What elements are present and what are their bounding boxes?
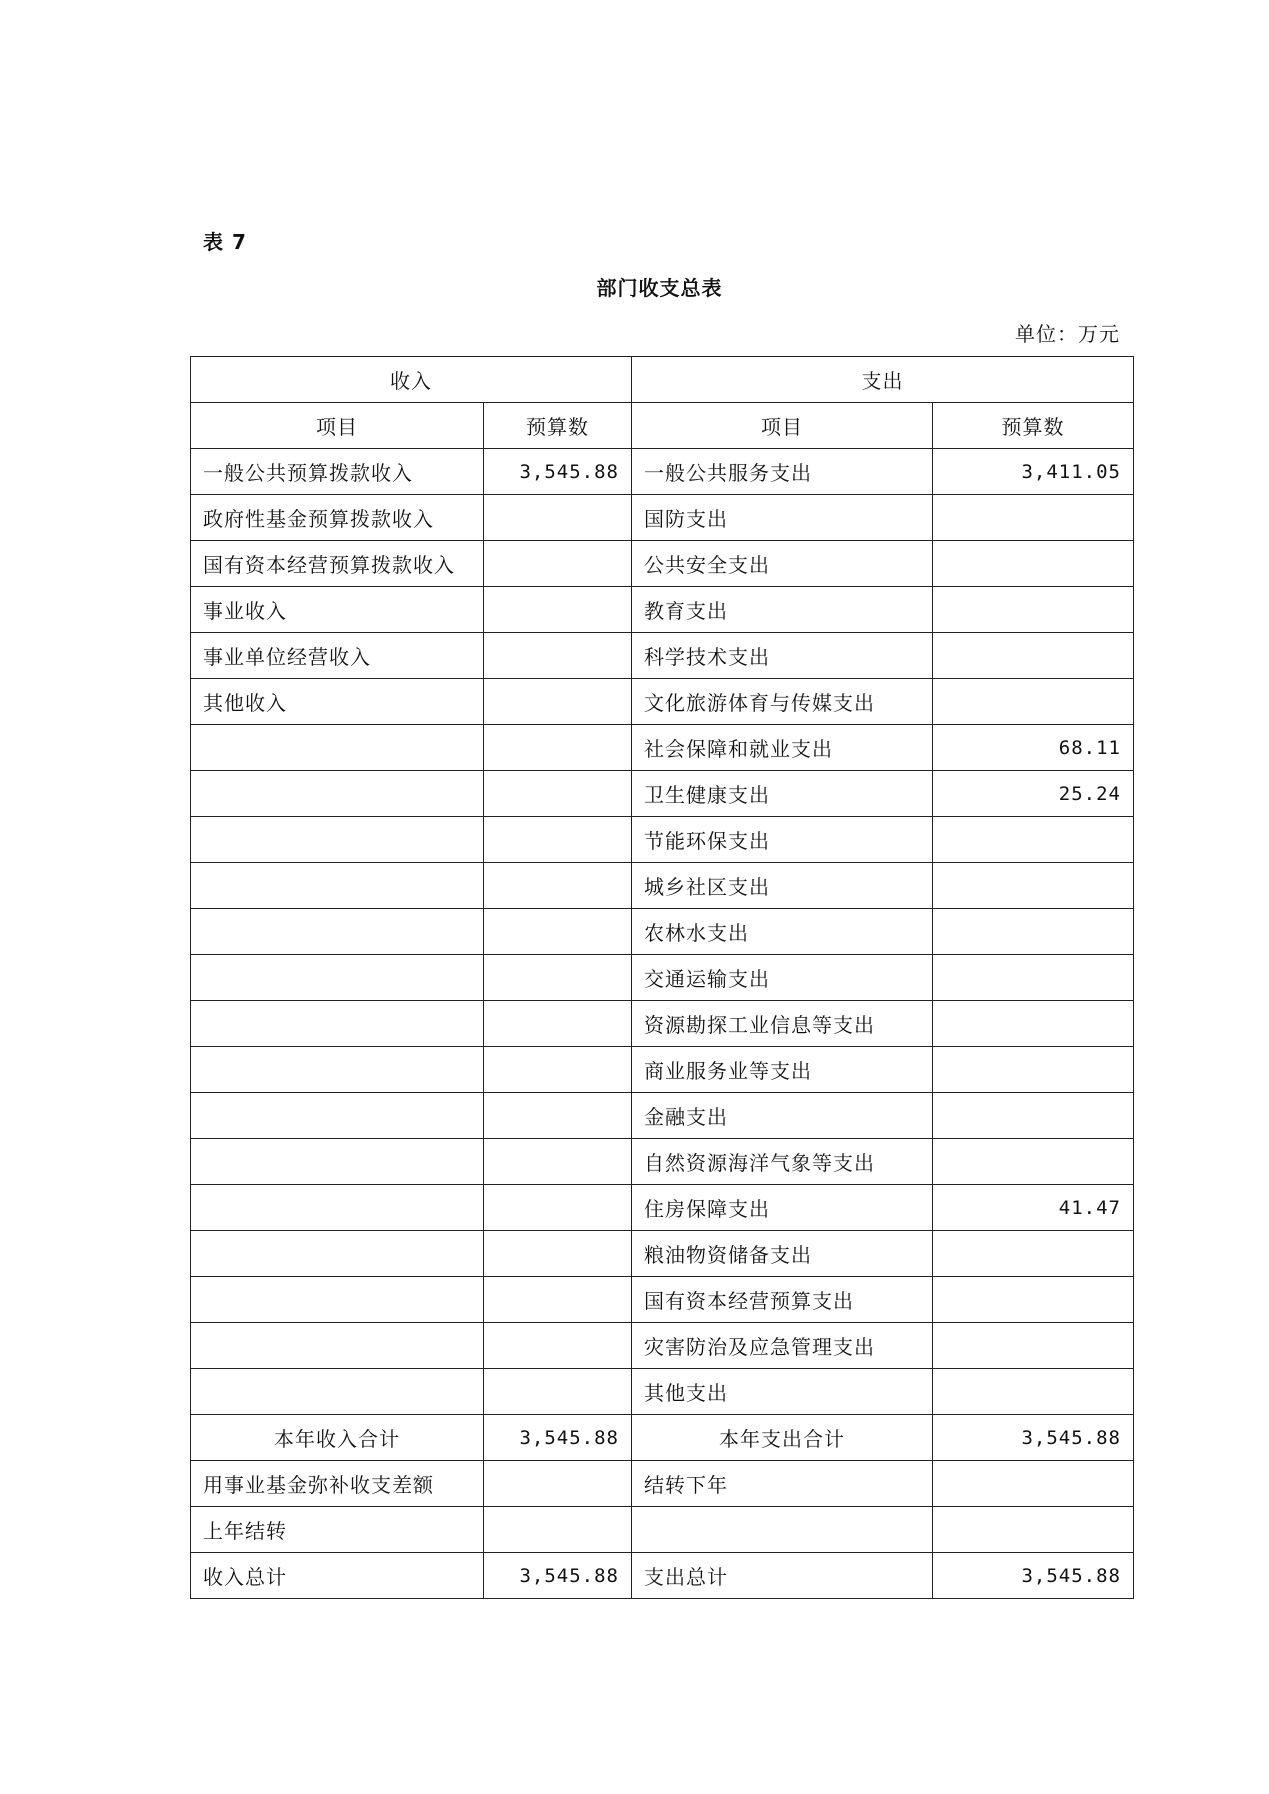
expense-item-cell: 粮油物资储备支出 — [632, 1231, 933, 1277]
table-row — [191, 1323, 1134, 1369]
table-row — [191, 541, 1134, 587]
expense-item-cell: 文化旅游体育与传媒支出 — [632, 679, 933, 725]
income-amount-cell — [484, 1507, 632, 1553]
income-amount-cell — [484, 1323, 632, 1369]
income-item-cell: 事业收入 — [191, 587, 484, 633]
table-row — [191, 633, 1134, 679]
income-item-header: 项目 — [191, 403, 484, 449]
table-row — [191, 1461, 1134, 1507]
expense-item-cell: 节能环保支出 — [632, 817, 933, 863]
expense-item-cell: 农林水支出 — [632, 909, 933, 955]
table-row — [191, 863, 1134, 909]
expense-amount-cell — [933, 1277, 1134, 1323]
income-amount-cell — [484, 495, 632, 541]
expense-section-header: 支出 — [632, 357, 1134, 403]
expense-amount-cell — [933, 1507, 1134, 1553]
income-amount-cell — [484, 817, 632, 863]
income-item-cell: 事业单位经营收入 — [191, 633, 484, 679]
expense-item-cell: 科学技术支出 — [632, 633, 933, 679]
expense-item-cell — [632, 1507, 933, 1553]
expense-item-cell: 商业服务业等支出 — [632, 1047, 933, 1093]
expense-item-cell: 国防支出 — [632, 495, 933, 541]
income-amount-cell — [484, 1093, 632, 1139]
expense-amount-cell — [933, 541, 1134, 587]
expense-item-cell: 结转下年 — [632, 1461, 933, 1507]
expense-amount-cell — [933, 955, 1134, 1001]
income-amount-cell — [484, 633, 632, 679]
table-row — [191, 449, 1134, 495]
expense-amount-cell — [933, 1369, 1134, 1415]
table-row — [191, 679, 1134, 725]
subtotal-row — [191, 1415, 1134, 1461]
expense-item-cell: 卫生健康支出 — [632, 771, 933, 817]
table-row — [191, 909, 1134, 955]
income-item-cell — [191, 909, 484, 955]
table-row — [191, 725, 1134, 771]
total-row — [191, 1553, 1134, 1599]
expense-item-cell: 住房保障支出 — [632, 1185, 933, 1231]
table-row — [191, 817, 1134, 863]
expense-amount-cell — [933, 633, 1134, 679]
income-item-cell — [191, 1369, 484, 1415]
income-total-label: 收入总计 — [191, 1553, 484, 1599]
expense-amount-cell — [933, 679, 1134, 725]
income-amount-cell — [484, 863, 632, 909]
expense-item-cell: 城乡社区支出 — [632, 863, 933, 909]
income-item-cell: 国有资本经营预算拨款收入 — [191, 541, 484, 587]
income-amount-cell — [484, 1369, 632, 1415]
income-item-cell: 上年结转 — [191, 1507, 484, 1553]
income-item-cell — [191, 1277, 484, 1323]
income-item-cell: 其他收入 — [191, 679, 484, 725]
expense-item-cell: 金融支出 — [632, 1093, 933, 1139]
table-row — [191, 1001, 1134, 1047]
income-item-cell — [191, 1231, 484, 1277]
expense-amount-cell — [933, 1047, 1134, 1093]
income-item-cell — [191, 725, 484, 771]
table-row — [191, 1093, 1134, 1139]
expense-item-cell: 其他支出 — [632, 1369, 933, 1415]
income-item-cell — [191, 1047, 484, 1093]
column-header-row — [191, 403, 1134, 449]
income-amount-cell — [484, 679, 632, 725]
expense-item-cell: 灾害防治及应急管理支出 — [632, 1323, 933, 1369]
expense-amount-cell: 25.24 — [933, 771, 1134, 817]
expense-amount-cell — [933, 1231, 1134, 1277]
income-total-amount: 3,545.88 — [484, 1553, 632, 1599]
expense-total-amount: 3,545.88 — [933, 1553, 1134, 1599]
income-amount-cell — [484, 1231, 632, 1277]
expense-item-cell: 国有资本经营预算支出 — [632, 1277, 933, 1323]
expense-amount-cell — [933, 1461, 1134, 1507]
expense-amount-cell — [933, 1001, 1134, 1047]
table-row — [191, 771, 1134, 817]
income-item-cell — [191, 1323, 484, 1369]
table-row — [191, 1277, 1134, 1323]
expense-subtotal-amount: 3,545.88 — [933, 1415, 1134, 1461]
income-item-cell: 用事业基金弥补收支差额 — [191, 1461, 484, 1507]
expense-amount-cell: 3,411.05 — [933, 449, 1134, 495]
table-row — [191, 1139, 1134, 1185]
expense-item-cell: 交通运输支出 — [632, 955, 933, 1001]
page-title: 部门收支总表 — [596, 276, 723, 300]
unit-label: 单位：万元 — [1015, 322, 1120, 346]
income-amount-cell — [484, 1277, 632, 1323]
income-item-cell — [191, 1139, 484, 1185]
income-amount-cell — [484, 1185, 632, 1231]
income-item-cell — [191, 1001, 484, 1047]
income-amount-cell — [484, 1139, 632, 1185]
table-row — [191, 495, 1134, 541]
table-row — [191, 587, 1134, 633]
expense-amount-cell — [933, 1323, 1134, 1369]
income-amount-cell — [484, 955, 632, 1001]
income-item-cell — [191, 771, 484, 817]
income-amount-cell — [484, 1461, 632, 1507]
income-subtotal-amount: 3,545.88 — [484, 1415, 632, 1461]
budget-summary-table — [190, 356, 1134, 1599]
income-subtotal-label: 本年收入合计 — [191, 1415, 484, 1461]
expense-item-cell: 公共安全支出 — [632, 541, 933, 587]
table-row — [191, 955, 1134, 1001]
expense-amount-cell — [933, 909, 1134, 955]
income-item-cell: 一般公共预算拨款收入 — [191, 449, 484, 495]
income-item-cell — [191, 1185, 484, 1231]
income-amount-cell — [484, 1047, 632, 1093]
income-amount-cell: 3,545.88 — [484, 449, 632, 495]
income-item-cell — [191, 863, 484, 909]
expense-amount-cell — [933, 863, 1134, 909]
income-item-cell — [191, 955, 484, 1001]
expense-item-cell: 一般公共服务支出 — [632, 449, 933, 495]
income-item-cell — [191, 1093, 484, 1139]
expense-item-cell: 资源勘探工业信息等支出 — [632, 1001, 933, 1047]
table-row — [191, 1507, 1134, 1553]
expense-subtotal-label: 本年支出合计 — [632, 1415, 933, 1461]
income-amount-cell — [484, 541, 632, 587]
table-row — [191, 1047, 1134, 1093]
income-amount-cell — [484, 1001, 632, 1047]
expense-item-cell: 社会保障和就业支出 — [632, 725, 933, 771]
income-amount-cell — [484, 909, 632, 955]
expense-total-label: 支出总计 — [632, 1553, 933, 1599]
expense-budget-header: 预算数 — [933, 403, 1134, 449]
expense-amount-cell — [933, 495, 1134, 541]
expense-amount-cell — [933, 1093, 1134, 1139]
income-section-header: 收入 — [191, 357, 632, 403]
income-amount-cell — [484, 725, 632, 771]
expense-amount-cell — [933, 1139, 1134, 1185]
income-item-cell: 政府性基金预算拨款收入 — [191, 495, 484, 541]
table-row — [191, 1185, 1134, 1231]
income-budget-header: 预算数 — [484, 403, 632, 449]
expense-amount-cell: 68.11 — [933, 725, 1134, 771]
table-row — [191, 1231, 1134, 1277]
section-header-row — [191, 357, 1134, 403]
income-item-cell — [191, 817, 484, 863]
expense-item-cell: 自然资源海洋气象等支出 — [632, 1139, 933, 1185]
expense-amount-cell: 41.47 — [933, 1185, 1134, 1231]
expense-item-cell: 教育支出 — [632, 587, 933, 633]
expense-amount-cell — [933, 817, 1134, 863]
income-amount-cell — [484, 587, 632, 633]
expense-amount-cell — [933, 587, 1134, 633]
expense-item-header: 项目 — [632, 403, 933, 449]
table-number-label: 表 7 — [203, 230, 247, 254]
table-row — [191, 1369, 1134, 1415]
income-amount-cell — [484, 771, 632, 817]
